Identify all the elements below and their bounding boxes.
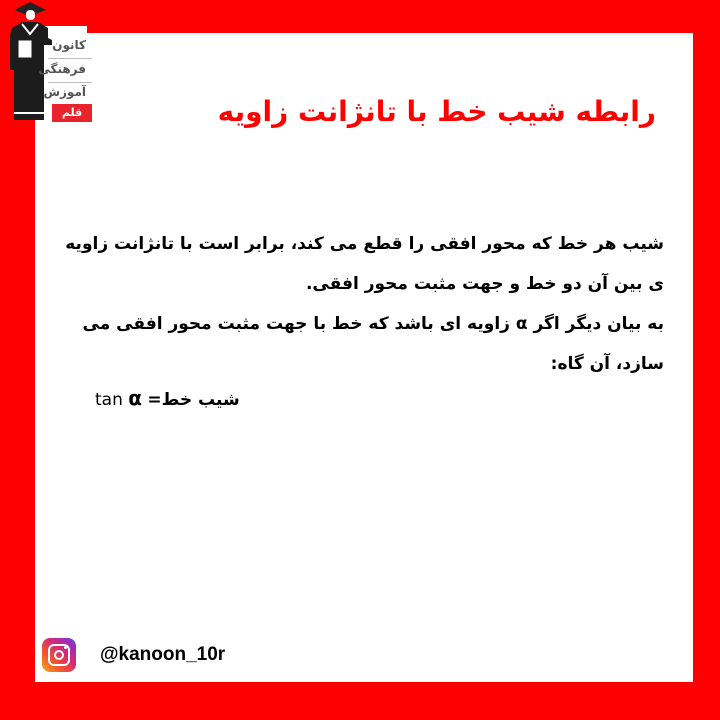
logo-badge: قلم چی [52, 104, 92, 122]
page-title: رابطه شیب خط با تانژانت زاویه [217, 95, 656, 128]
logo-divider [48, 82, 92, 83]
logo-line-1: کانون [52, 38, 86, 52]
logo-line-2: فرهنگی [38, 62, 86, 76]
slope-formula [95, 386, 240, 410]
body-text [56, 224, 664, 384]
logo-divider [48, 58, 92, 59]
kanoon-logo [8, 0, 88, 137]
paragraph-2: به بیان دیگر اگر α زاویه ای باشد که خط با جهت مثبت محور افقی می سازد، آن گاه: [82, 314, 664, 374]
logo-line-3: آموزش [43, 85, 86, 99]
social-footer [42, 638, 225, 672]
instagram-icon[interactable] [42, 638, 76, 672]
formula-tan: tan [95, 390, 123, 410]
instagram-handle[interactable]: @kanoon_10r [100, 644, 226, 665]
formula-alpha: α [128, 386, 143, 410]
paragraph-1: شیب هر خط که محور افقی را قطع می کند، برابر است با تانژانت زاویه ی بین آن دو خط و جهت مثبت محور افقی. [65, 234, 664, 294]
formula-lhs: شیب خط= [147, 390, 240, 410]
